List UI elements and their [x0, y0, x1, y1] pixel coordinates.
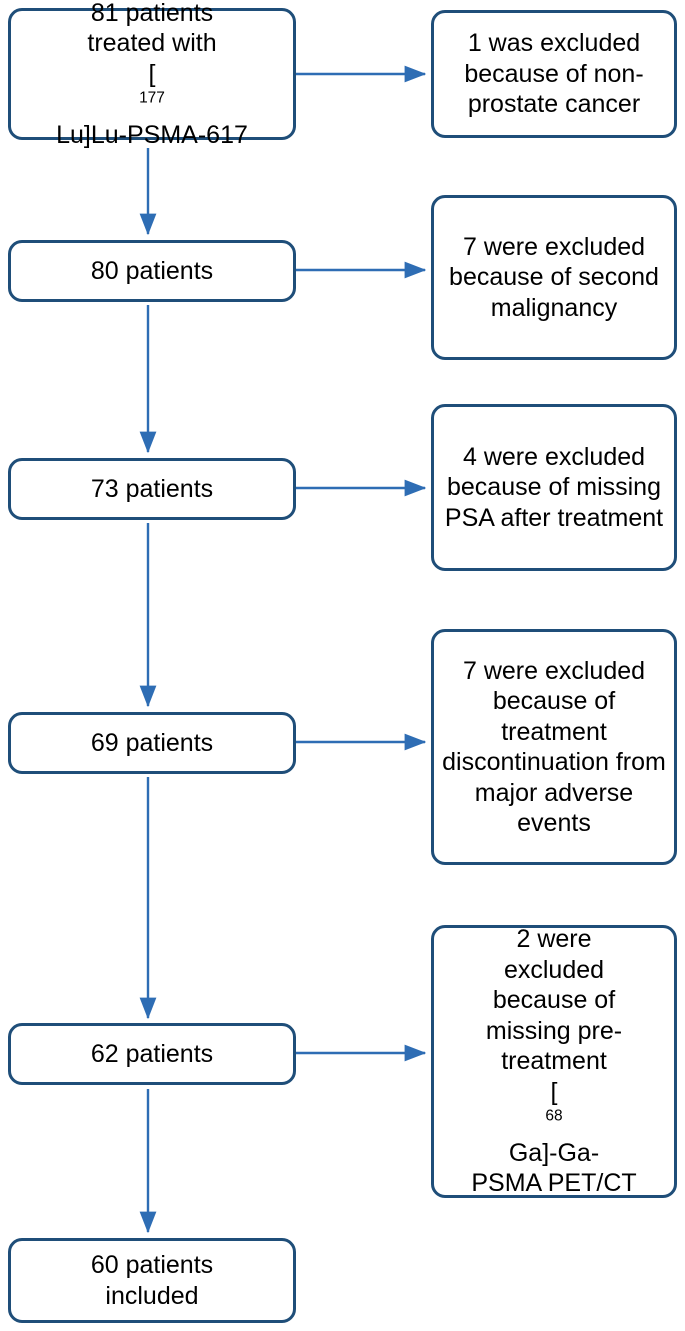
exclusion-node-3 [431, 404, 677, 571]
node-81-patients [8, 0, 296, 149]
exclusion-node-3-text: 4 were excluded because of missing PSA after treatment [444, 442, 664, 532]
node-60-line2: included [105, 1281, 199, 1310]
node-60-patients-included [8, 1238, 296, 1323]
exclusion-5-line6-post: Ga]-Ga- [508, 1138, 600, 1167]
node-81-line3-post: Lu]Lu-PSMA-617 [56, 120, 248, 149]
exclusion-5-line3: because of [492, 986, 616, 1015]
exclusion-5-line6 [442, 1077, 666, 1169]
exclusion-5-line6-sup: 68 [545, 1107, 563, 1125]
node-60-line1: 60 patients [90, 1251, 214, 1279]
exclusion-node-2 [431, 195, 677, 360]
node-73-patients [8, 458, 296, 520]
exclusion-node-2-text: 7 were excluded because of second malignancy [449, 232, 659, 322]
node-81-line2: treated with [87, 29, 217, 58]
node-69-patients-text: 69 patients [90, 728, 214, 757]
exclusion-5-line6-pre: [ [550, 1077, 558, 1106]
node-80-patients-text: 80 patients [90, 256, 214, 285]
exclusion-5-line2: excluded [503, 955, 605, 984]
exclusion-node-5-text [442, 924, 666, 1199]
node-81-line1: 81 patients [90, 0, 214, 27]
exclusion-5-line7: PSMA PET/CT [471, 1169, 637, 1198]
node-60-patients-text [19, 1250, 285, 1311]
exclusion-5-line1: 2 were [516, 925, 592, 954]
node-73-patients-text: 73 patients [90, 474, 214, 503]
exclusion-node-1-text: 1 was excluded because of non-prostate cancer [464, 29, 644, 119]
exclusion-5-line5: treatment [501, 1047, 607, 1076]
exclusion-node-5 [431, 925, 677, 1198]
exclusion-node-4-text: 7 were excluded because of treatment discontinuation from major adverse events [442, 656, 666, 837]
exclusion-node-1 [431, 10, 677, 138]
node-80-patients [8, 240, 296, 302]
exclusion-node-4 [431, 629, 677, 865]
node-81-line3 [19, 59, 285, 151]
node-69-patients [8, 712, 296, 774]
node-81-line3-pre: [ [148, 59, 156, 88]
node-81-line3-sup: 177 [139, 89, 165, 107]
node-81-patients-text [19, 0, 285, 150]
node-62-patients [8, 1023, 296, 1085]
exclusion-5-line4: missing pre- [485, 1016, 623, 1045]
node-62-patients-text: 62 patients [90, 1039, 214, 1068]
